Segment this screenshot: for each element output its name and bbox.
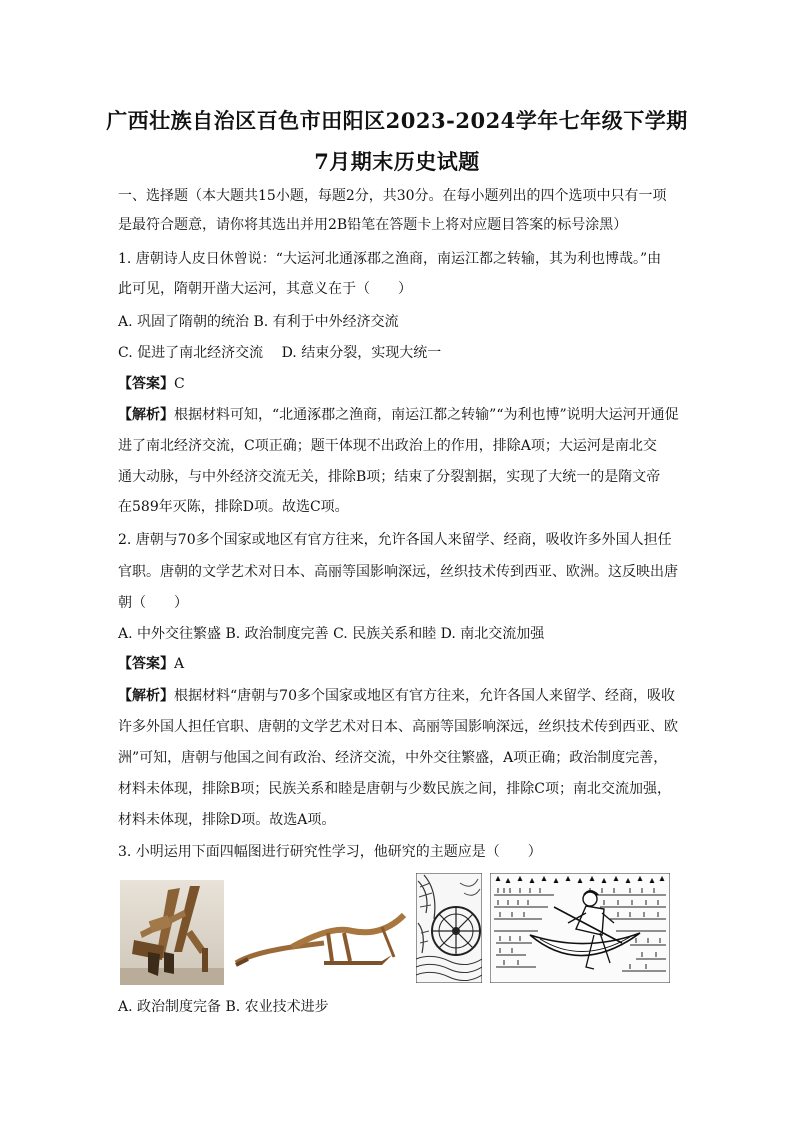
page-title: 广西壮族自治区百色市田阳区2023-2024学年七年级下学期 xyxy=(106,108,688,133)
q2-analysis-line: 材料未体现，排除B项；民族关系和睦是唐朝与少数民族之间，排除C项；南北交流加强， xyxy=(118,781,671,797)
q1-answer xyxy=(118,375,185,393)
q1-analysis-line: 在589年灭陈，排除D项。故选C项。 xyxy=(118,499,349,515)
answer-value: C xyxy=(174,376,185,392)
q2-options: A. 中外交往繁盛 B. 政治制度完善 C. 民族关系和睦 D. 南北交流加强 xyxy=(118,626,545,642)
analysis-label: 【解析】 xyxy=(118,407,174,423)
q2-analysis-line: 洲”可知，唐朝与他国之间有政治、经济交流，中外交往繁盛，A项正确；政治制度完善， xyxy=(118,750,668,766)
q1-analysis-line: 通大动脉，与中外经济交流无关，排除B项；结束了分裂割据，实现了大统一的是隋文帝 xyxy=(118,469,661,485)
q3-options-ab: A. 政治制度完备 B. 农业技术进步 xyxy=(118,999,329,1015)
answer-value: A xyxy=(174,656,185,672)
plough-model-photo xyxy=(120,880,224,985)
analysis-text: 根据材料“唐朝与70多个国家或地区有官方往来，允许各国人来留学、经商，吸收 xyxy=(174,688,675,704)
q2-analysis-line: 材料未体现，排除D项。故选A项。 xyxy=(118,812,336,828)
q1-options-ab: A. 巩固了隋朝的统治 B. 有利于中外经济交流 xyxy=(118,314,399,330)
analysis-label: 【解析】 xyxy=(118,688,174,704)
q1-analysis-line: 进了南北经济交流，C项正确；题干体现不出政治上的作用，排除A项；大运河是南北交 xyxy=(118,438,657,454)
q2-stem: 2. 唐朝与70多个国家或地区有官方往来，允许各国人来留学、经商，吸收许多外国人担任 xyxy=(118,532,672,548)
answer-label: 【答案】 xyxy=(118,376,174,392)
curved-plough-illustration xyxy=(232,905,410,970)
page-subtitle: 7月期末历史试题 xyxy=(314,149,480,174)
q2-analysis-line: 许多外国人担任官职、唐朝的文学艺术对日本、高丽等国影响深远，丝织技术传到西亚、欧 xyxy=(118,719,678,735)
q2-stem-cont: 官职。唐朝的文学艺术对日本、高丽等国影响深远，丝织技术传到西亚、欧洲。这反映出唐 xyxy=(118,564,678,580)
q2-analysis xyxy=(118,687,675,705)
water-wheel-woodcut xyxy=(416,873,482,983)
rice-field-boat-woodcut xyxy=(490,873,670,983)
q1-stem-cont: 此可见，隋朝开凿大运河，其意义在于（ ） xyxy=(118,281,412,297)
section-instruction-cont: 是最符合题意，请你将其选出并用2B铅笔在答题卡上将对应题目答案的标号涂黑） xyxy=(118,217,628,233)
q1-options-cd: C. 促进了南北经济交流 D. 结束分裂，实现大统一 xyxy=(118,345,442,361)
q2-answer xyxy=(118,655,184,673)
analysis-text: 根据材料可知，“北通涿郡之渔商，南运江都之转输”“为利也博”说明大运河开通促 xyxy=(174,407,679,423)
q1-stem: 1. 唐朝诗人皮日休曾说：“大运河北通涿郡之渔商，南运江都之转输，其为利也博哉。”由 xyxy=(118,251,662,267)
q3-stem: 3. 小明运用下面四幅图进行研究性学习，他研究的主题应是（ ） xyxy=(118,844,542,860)
section-instruction: 一、选择题（本大题共15小题，每题2分，共30分。在每小题列出的四个选项中只有一项 xyxy=(118,188,667,204)
q2-stem-cont: 朝（ ） xyxy=(118,595,188,611)
answer-label: 【答案】 xyxy=(118,656,174,672)
q1-analysis xyxy=(118,406,679,424)
